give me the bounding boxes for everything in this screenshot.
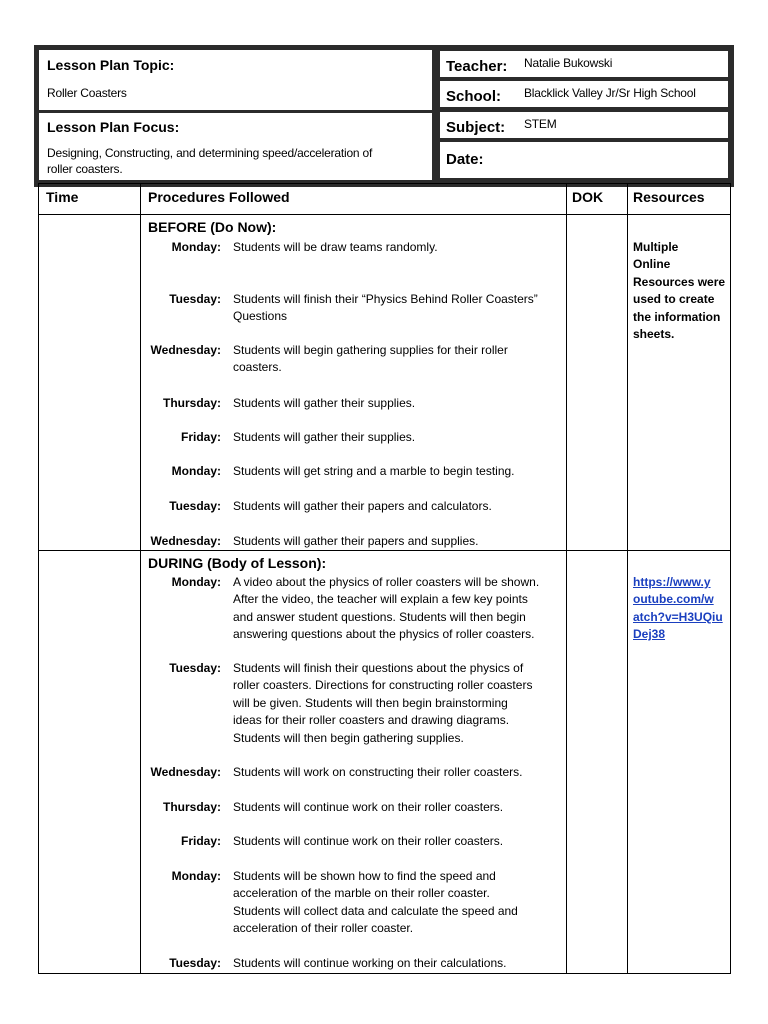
during-day: Monday:: [171, 869, 221, 883]
during-text: Students will be shown how to find the speed and acceleration of the marble on their roller coaster. Students will collect data and calculate the speed and acceleration of their roller coaster.: [233, 869, 518, 936]
during-day: Monday:: [171, 575, 221, 589]
date-box: [440, 142, 728, 178]
resources-column-header: Resources: [633, 189, 705, 205]
school-value: Blacklick Valley Jr/Sr High School: [524, 86, 696, 100]
before-day: Wednesday:: [150, 343, 221, 357]
column-divider: [566, 184, 567, 973]
before-text: Students will be draw teams randomly.: [233, 240, 438, 254]
before-day: Monday:: [171, 464, 221, 478]
focus-value-line-2: roller coasters.: [47, 162, 123, 176]
before-text: Students will begin gathering supplies for their roller coasters.: [233, 343, 508, 375]
before-text: Students will gather their supplies.: [233, 430, 416, 444]
before-text: Students will gather their papers and calculators.: [233, 499, 492, 513]
school-label: School:: [446, 88, 501, 105]
before-day: Friday:: [180, 430, 221, 444]
before-day: Monday:: [171, 240, 221, 254]
lesson-plan-header: [34, 45, 734, 187]
before-day: Thursday:: [162, 396, 221, 410]
during-text: Students will continue work on their roller coasters.: [233, 834, 504, 848]
column-divider: [627, 184, 628, 973]
dok-column-header: DOK: [572, 189, 604, 205]
during-day: Tuesday:: [169, 661, 221, 675]
before-text: Students will get string and a marble to begin testing.: [233, 464, 515, 478]
procedures-column-header: Procedures Followed: [148, 189, 290, 205]
time-column-header: Time: [46, 189, 79, 205]
before-day: Wednesday:: [150, 534, 221, 548]
before-text: Students will gather their supplies.: [233, 396, 416, 410]
during-section-title: DURING (Body of Lesson):: [148, 555, 327, 571]
topic-value: Roller Coasters: [47, 86, 127, 100]
youtube-video-link[interactable]: https://www.y outube.com/w atch?v=H3UQiu Dej38: [633, 575, 723, 642]
before-text: Students will gather their papers and supplies.: [233, 534, 479, 548]
during-text: A video about the physics of roller coasters will be shown. After the video, the teacher will explain a few key points and answer student questions. Students will then begin answering questions about the physics of roller coasters.: [233, 575, 540, 642]
before-text: Students will finish their “Physics Behind Roller Coasters” Questions: [233, 292, 538, 324]
before-day: Tuesday:: [169, 292, 221, 306]
focus-label: Lesson Plan Focus:: [47, 119, 180, 135]
teacher-box: [440, 51, 728, 77]
teacher-value: Natalie Bukowski: [524, 56, 613, 70]
subject-label: Subject:: [446, 119, 506, 136]
focus-value-line-1: Designing, Constructing, and determining speed/acceleration of: [47, 146, 373, 160]
row-divider: [39, 214, 730, 215]
before-day: Tuesday:: [169, 499, 221, 513]
during-day: Tuesday:: [169, 956, 221, 970]
subject-box: [440, 112, 728, 138]
school-box: [440, 81, 728, 107]
during-text: Students will finish their questions about the physics of roller coasters. Directions for constructing roller coasters will be given. Students will then begin brainstorming ideas for their roller coasters and drawing diagrams. Students will then begin gathering supplies.: [233, 661, 533, 745]
during-text: Students will continue work on their roller coasters.: [233, 800, 504, 814]
during-day: Friday:: [180, 834, 221, 848]
during-day: Thursday:: [162, 800, 221, 814]
during-day: Wednesday:: [150, 765, 221, 779]
before-section-title: BEFORE (Do Now):: [148, 219, 277, 235]
procedures-table: [38, 183, 731, 974]
column-divider: [140, 184, 141, 973]
subject-value: STEM: [524, 117, 557, 131]
topic-label: Lesson Plan Topic:: [47, 57, 175, 73]
date-label: Date:: [446, 151, 484, 168]
focus-box: [39, 113, 432, 180]
teacher-label: Teacher:: [446, 58, 508, 75]
during-text: Students will work on constructing their roller coasters.: [233, 765, 523, 779]
during-text: Students will continue working on their calculations.: [233, 956, 507, 970]
topic-box: [39, 50, 432, 110]
before-resources: Multiple Online Resources were used to create the information sheets.: [633, 240, 726, 342]
